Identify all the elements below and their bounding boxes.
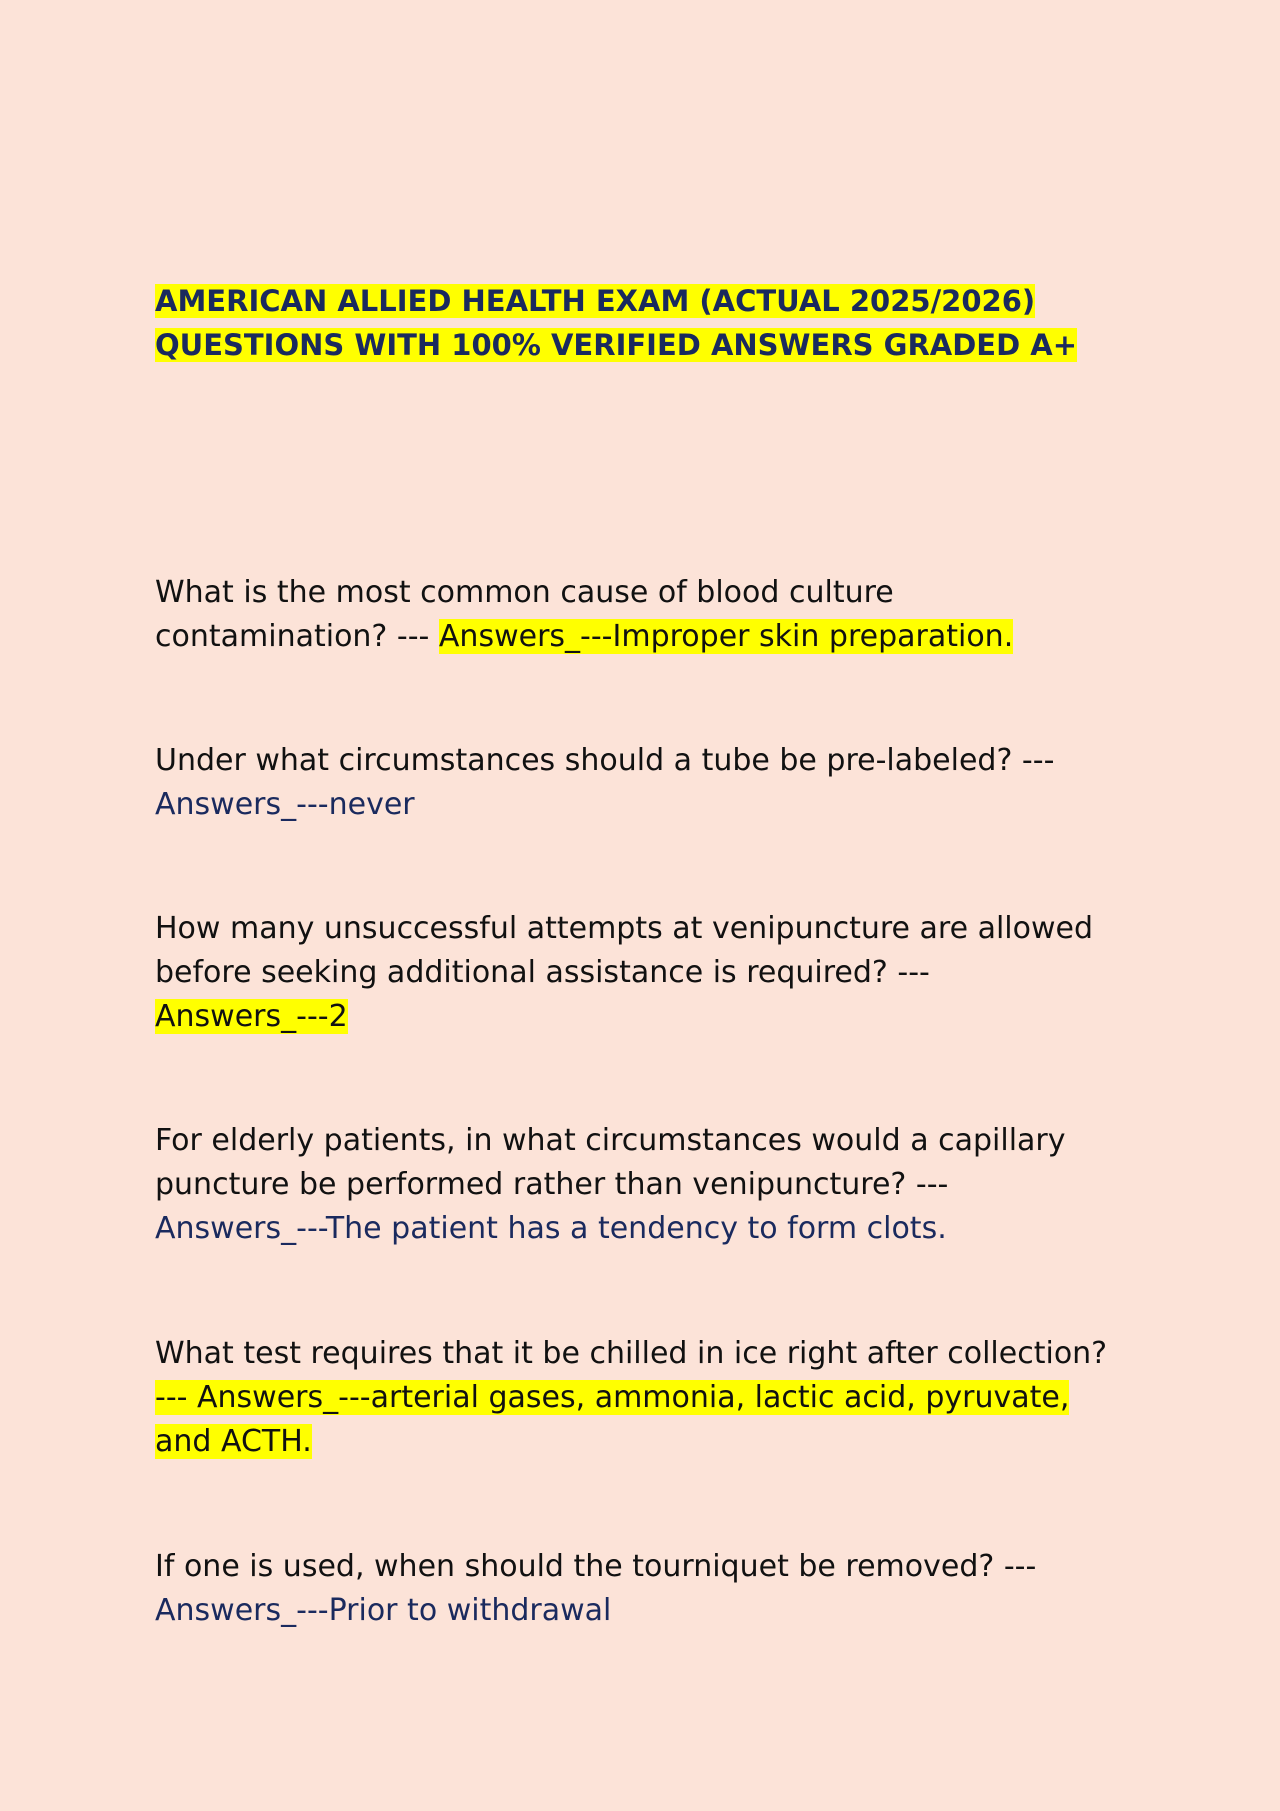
answer-5-line-1 xyxy=(155,1376,1069,1420)
answer-3-line xyxy=(155,995,348,1039)
title-highlight: QUESTIONS WITH 100% VERIFIED ANSWERS GRADED A+ xyxy=(155,328,1078,362)
answer-5-line-2 xyxy=(155,1420,312,1464)
document-title-line-1 xyxy=(155,279,1035,323)
answer-5-part-1: --- Answers_---arterial gases, ammonia, lactic acid, pyruvate, xyxy=(155,1380,1070,1415)
answer-4: Answers_---The patient has a tendency to form clots. xyxy=(155,1211,947,1246)
answer-6: Answers_---Prior to withdrawal xyxy=(155,1593,612,1628)
question-4-line-1: For elderly patients, in what circumstances would a capillary xyxy=(155,1123,1066,1158)
document-title-line-2 xyxy=(155,323,1077,367)
question-1-line-1: What is the most common cause of blood culture xyxy=(155,575,894,610)
answer-2: Answers_---never xyxy=(155,787,415,822)
question-2-line-1: Under what circumstances should a tube be pre-labeled? --- xyxy=(155,743,1055,778)
question-3-line-1: How many unsuccessful attempts at venipuncture are allowed xyxy=(155,911,1094,946)
question-5-line-1: What test requires that it be chilled in ice right after collection? xyxy=(155,1336,1108,1371)
answer-3: Answers_---2 xyxy=(155,999,348,1034)
answer-1: Answers_---Improper skin preparation. xyxy=(438,619,1014,654)
question-1-line-2 xyxy=(155,615,1013,659)
question-3-line-2: before seeking additional assistance is required? --- xyxy=(155,955,930,990)
title-highlight: AMERICAN ALLIED HEALTH EXAM (ACTUAL 2025/2026) xyxy=(155,284,1036,318)
question-4-line-2: puncture be performed rather than venipuncture? --- xyxy=(155,1167,949,1202)
question-1-text: contamination? --- xyxy=(155,619,439,654)
question-6-line-1: If one is used, when should the tourniquet be removed? --- xyxy=(155,1549,1037,1584)
answer-5-part-2: and ACTH. xyxy=(155,1424,312,1459)
